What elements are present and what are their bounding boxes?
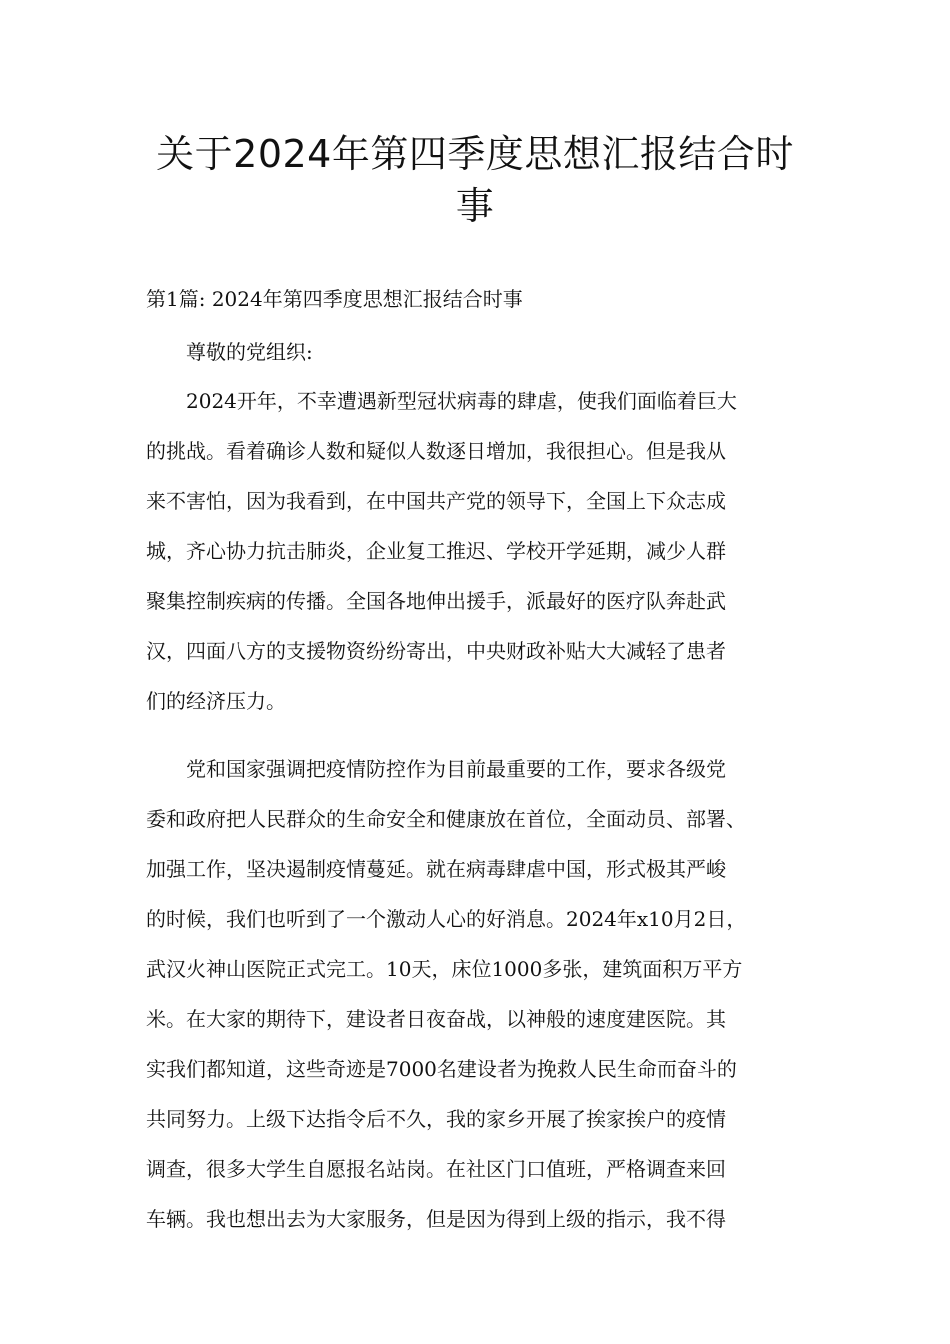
paragraph-line: 汉，四面八方的支援物资纷纷寄出，中央财政补贴大大减轻了患者 [146,639,726,663]
document-title [120,128,830,232]
paragraph-line: 调查，很多大学生自愿报名站岗。在社区门口值班，严格调查来回 [146,1157,726,1181]
paragraph-line: 委和政府把人民群众的生命安全和健康放在首位，全面动员、部署、 [146,807,746,831]
paragraph-line: 车辆。我也想出去为大家服务，但是因为得到上级的指示，我不得 [146,1207,726,1231]
paragraph-line: 的时候，我们也听到了一个激动人心的好消息。2024年x10月2日， [146,907,747,931]
paragraph-line: 加强工作，坚决遏制疫情蔓延。就在病毒肆虐中国，形式极其严峻 [146,857,726,881]
salutation: 尊敬的党组织: [186,340,313,364]
article-subheading: 第1篇: 2024年第四季度思想汇报结合时事 [146,287,523,311]
document-body [146,334,814,1244]
paragraph-line: 们的经济压力。 [146,689,286,713]
paragraph-line: 实我们都知道，这些奇迹是7000名建设者为挽救人民生命而奋斗的 [146,1057,737,1081]
paragraph-spacer [146,726,814,744]
paragraph-line: 的挑战。看着确诊人数和疑似人数逐日增加，我很担心。但是我从 [146,439,726,463]
paragraph-1 [146,376,814,726]
title-line-1: 关于2024年第四季度思想汇报结合时 [156,132,794,176]
paragraph-line: 武汉火神山医院正式完工。10天，床位1000多张，建筑面积万平方 [146,957,743,981]
paragraph-line: 米。在大家的期待下，建设者日夜奋战，以神般的速度建医院。其 [146,1007,726,1031]
paragraph-line: 2024开年，不幸遭遇新型冠状病毒的肆虐，使我们面临着巨大 [186,389,737,413]
paragraph-line: 党和国家强调把疫情防控作为目前最重要的工作，要求各级党 [186,757,726,781]
paragraph-line: 共同努力。上级下达指令后不久，我的家乡开展了挨家挨户的疫情 [146,1107,726,1131]
title-line-2: 事 [455,184,495,228]
paragraph-2 [146,744,814,1244]
paragraph-line: 聚集控制疾病的传播。全国各地伸出援手，派最好的医疗队奔赴武 [146,589,726,613]
paragraph-line: 城，齐心协力抗击肺炎，企业复工推迟、学校开学延期，减少人群 [146,539,726,563]
paragraph-line: 来不害怕，因为我看到，在中国共产党的领导下，全国上下众志成 [146,489,726,513]
